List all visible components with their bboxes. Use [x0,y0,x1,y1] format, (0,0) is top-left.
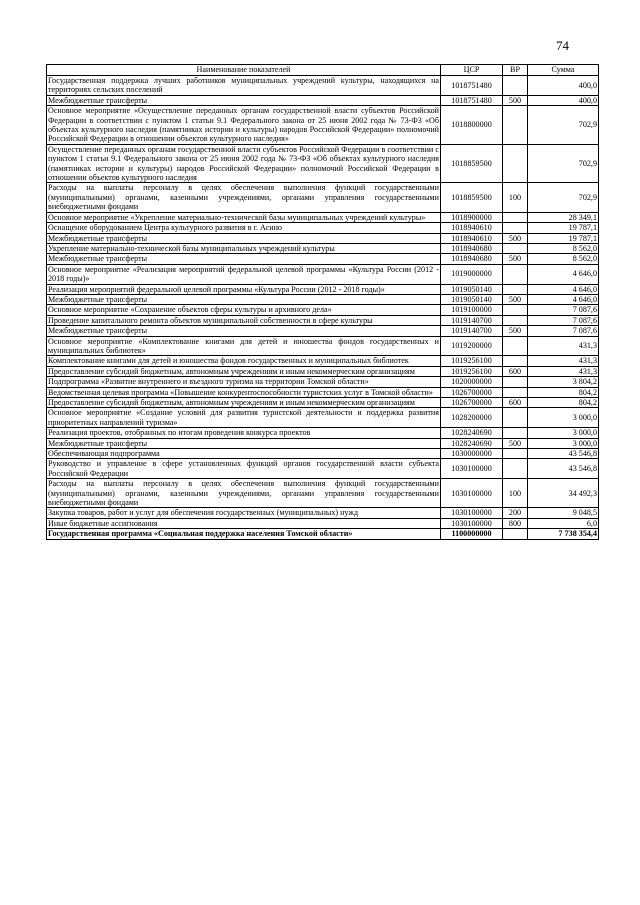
row-name: Ведомственная целевая программа «Повышение конкурентоспособности туристских услуг в Томской области» [47,387,441,397]
row-name: Основное мероприятие «Укрепление материально-технической базы муниципальных учреждений культуры» [47,212,441,222]
row-csr: 1019200000 [441,336,503,356]
row-csr: 1019140700 [441,315,503,325]
row-vr [503,356,528,366]
row-sum: 4 646,0 [528,284,599,294]
row-csr: 1018940610 [441,223,503,233]
row-csr: 1018940680 [441,254,503,264]
row-csr: 1019050140 [441,294,503,304]
table-row [47,387,599,397]
row-vr: 600 [503,398,528,408]
row-sum: 3 804,2 [528,377,599,387]
row-name: Межбюджетные трансферты [47,95,441,105]
row-sum: 431,3 [528,356,599,366]
row-csr: 1030000000 [441,449,503,459]
row-sum: 9 048,5 [528,508,599,518]
row-csr: 1018751480 [441,76,503,96]
row-csr: 1019256100 [441,356,503,366]
row-sum: 804,2 [528,387,599,397]
row-name: Реализация проектов, отобранных по итогам проведения конкурса проектов [47,428,441,438]
row-csr: 1018940610 [441,233,503,243]
row-name: Предоставление субсидий бюджетным, автономным учреждениям и иным некоммерческим организациям [47,398,441,408]
row-vr: 500 [503,233,528,243]
row-sum: 8 562,0 [528,243,599,253]
table-header-row [47,65,599,76]
row-csr: 1019256100 [441,366,503,376]
page-number: 74 [556,38,569,53]
row-sum: 34 492,3 [528,479,599,508]
row-csr: 1028240690 [441,428,503,438]
row-name: Осуществление переданных органам государственной власти субъектов Российской Федерации в соответствии с пунктом 1 статьи 9.1 Федерального закона от 25 июня 2002 года № 73-ФЗ «Об объектах культурного наследия (памятниках истории и культуры) народов Российской Федерации» полномочий Российской Федерации в отношении объектов культурного наследия [48,144,439,183]
row-name: Межбюджетные трансферты [47,326,441,336]
row-csr: 1028200000 [441,408,503,428]
table-row [47,243,599,253]
table-row [47,305,599,315]
row-vr [503,144,528,183]
row-name: Комплектование книгами для детей и юношества фондов государственных и муниципальных библиотек [47,356,441,366]
row-vr: 600 [503,366,528,376]
row-vr [503,449,528,459]
row-vr: 100 [503,479,528,508]
row-vr [503,315,528,325]
table-row [47,479,599,508]
row-sum: 6,0 [528,518,599,528]
header-name: Наименование показателей [47,65,441,76]
row-vr [503,377,528,387]
row-vr [503,387,528,397]
row-vr [503,459,528,479]
row-name: Межбюджетные трансферты [47,294,441,304]
row-name: Государственная программа «Социальная поддержка населения Томской области» [47,529,441,539]
row-csr: 1018900000 [441,212,503,222]
row-name: Основное мероприятие «Сохранение объектов сферы культуры и архивного дела» [47,305,441,315]
table-row [47,183,599,212]
row-vr [503,284,528,294]
row-csr: 1026700000 [441,387,503,397]
row-sum: 43 546,8 [528,449,599,459]
row-sum: 702,9 [528,183,599,212]
header-csr: ЦСР [441,65,503,76]
row-csr: 1026700000 [441,398,503,408]
row-vr: 500 [503,326,528,336]
table-row [47,377,599,387]
table-row [47,76,599,96]
row-csr: 1018859500 [441,144,503,183]
table-row [47,529,599,539]
table-row [47,315,599,325]
row-vr: 800 [503,518,528,528]
row-name: Проведение капитального ремонта объектов муниципальной собственности в сфере культуры [47,315,441,325]
row-vr: 500 [503,254,528,264]
row-sum: 431,3 [528,366,599,376]
row-csr: 1030100000 [441,508,503,518]
row-name: Межбюджетные трансферты [47,254,441,264]
table-row [47,223,599,233]
header-vr: ВР [503,65,528,76]
row-csr: 1019000000 [441,264,503,284]
row-sum: 400,0 [528,76,599,96]
row-name: Подпрограмма «Развитие внутреннего и въездного туризма на территории Томской области» [47,377,441,387]
row-name: Основное мероприятие «Создание условий для развития туристской деятельности и поддержка развития приоритетных направлений туризма» [48,408,439,427]
row-sum: 3 000,0 [528,408,599,428]
row-sum: 7 738 354,4 [528,529,599,539]
table-row [47,356,599,366]
row-sum: 431,3 [528,336,599,356]
row-vr: 500 [503,95,528,105]
row-csr: 1018859500 [441,183,503,212]
row-csr: 1019050140 [441,284,503,294]
table-row [47,254,599,264]
row-name: Руководство и управление в сфере установленных функций органов государственной власти субъекта Российской Федерации [48,459,439,478]
row-sum: 702,9 [528,106,599,145]
row-sum: 19 787,1 [528,223,599,233]
table-row [47,294,599,304]
table-row [47,366,599,376]
row-vr [503,212,528,222]
header-sum: Сумма [528,65,599,76]
row-sum: 19 787,1 [528,233,599,243]
table-row [47,518,599,528]
row-csr: 1018751480 [441,95,503,105]
row-csr: 1028240690 [441,438,503,448]
row-vr [503,529,528,539]
row-csr: 1030100000 [441,459,503,479]
row-name: Расходы на выплаты персоналу в целях обеспечения выполнения функций государственными (муниципальными) органами, казенными учреждениями, органами управления государственными внебюджетными фондами [48,183,439,212]
row-sum: 7 087,6 [528,305,599,315]
row-csr: 1030100000 [441,518,503,528]
row-vr: 500 [503,438,528,448]
table-row [47,326,599,336]
row-sum: 400,0 [528,95,599,105]
row-vr [503,336,528,356]
row-sum: 4 646,0 [528,264,599,284]
row-vr [503,408,528,428]
table-row [47,264,599,284]
row-vr [503,76,528,96]
table-row [47,144,599,183]
row-sum: 7 087,6 [528,326,599,336]
row-sum: 3 000,0 [528,428,599,438]
row-name: Основное мероприятие «Реализация мероприятий федеральной целевой программы «Культура России (2012 - 2018 годы)» [48,264,439,284]
row-vr: 500 [503,294,528,304]
row-sum: 4 646,0 [528,294,599,304]
row-csr: 1100000000 [441,529,503,539]
row-csr: 1018940680 [441,243,503,253]
row-vr [503,223,528,233]
table-row [47,212,599,222]
row-vr [503,305,528,315]
row-name: Иные бюджетные ассигнования [47,518,441,528]
row-vr: 200 [503,508,528,518]
row-vr: 100 [503,183,528,212]
row-name: Основное мероприятие «Комплектование книгами для детей и юношества фондов государственных и муниципальных библиотек» [48,336,439,355]
row-csr: 1018800000 [441,106,503,145]
table-row [47,336,599,356]
row-name: Реализация мероприятий федеральной целевой программы «Культура России (2012 - 2018 годы)» [47,284,441,294]
table-row [47,459,599,479]
table-row [47,233,599,243]
row-name: Оснащение оборудованием Центра культурного развития в г. Асино [47,223,441,233]
row-name: Предоставление субсидий бюджетным, автономным учреждениям и иным некоммерческим организациям [47,366,441,376]
row-csr: 1020000000 [441,377,503,387]
row-vr [503,106,528,145]
table-row [47,438,599,448]
row-sum: 8 562,0 [528,254,599,264]
row-vr [503,243,528,253]
row-name: Расходы на выплаты персоналу в целях обеспечения выполнения функций государственными (муниципальными) органами, казенными учреждениями, органами управления государственными внебюджетными фондами [48,479,439,508]
row-vr [503,428,528,438]
table-row [47,408,599,428]
row-name: Межбюджетные трансферты [47,233,441,243]
table-row [47,398,599,408]
table-row [47,284,599,294]
row-sum: 3 000,0 [528,438,599,448]
table-row [47,449,599,459]
row-name: Основное мероприятие «Осуществление переданных органам государственной власти субъектов Российской Федерации в соответствии с пунктом 1 статьи 9.1 Федерального закона от 25 июня 2002 года № 73-ФЗ «Об объектах культурного наследия (памятниках истории и культуры) народов Российской Федерации» полномочий Российской Федерации в отношении объектов культурного наследия» [48,106,439,144]
row-csr: 1019140700 [441,326,503,336]
row-sum: 804,2 [528,398,599,408]
row-sum: 28 349,1 [528,212,599,222]
row-name: Государственная поддержка лучших работников муниципальных учреждений культуры, находящихся на территориях сельских поселений [48,76,439,95]
row-sum: 43 546,8 [528,459,599,479]
row-name: Межбюджетные трансферты [47,438,441,448]
table-row [47,428,599,438]
table-row [47,106,599,145]
table-row [47,95,599,105]
budget-table [46,64,599,540]
row-name: Закупка товаров, работ и услуг для обеспечения государственных (муниципальных) нужд [47,508,441,518]
row-csr: 1019100000 [441,305,503,315]
row-vr [503,264,528,284]
row-name: Обеспечивающая подпрограмма [47,449,441,459]
row-sum: 702,9 [528,144,599,183]
table-row [47,508,599,518]
row-name: Укрепление материально-технической базы муниципальных учреждений культуры [47,243,441,253]
row-sum: 7 087,6 [528,315,599,325]
row-csr: 1030100000 [441,479,503,508]
